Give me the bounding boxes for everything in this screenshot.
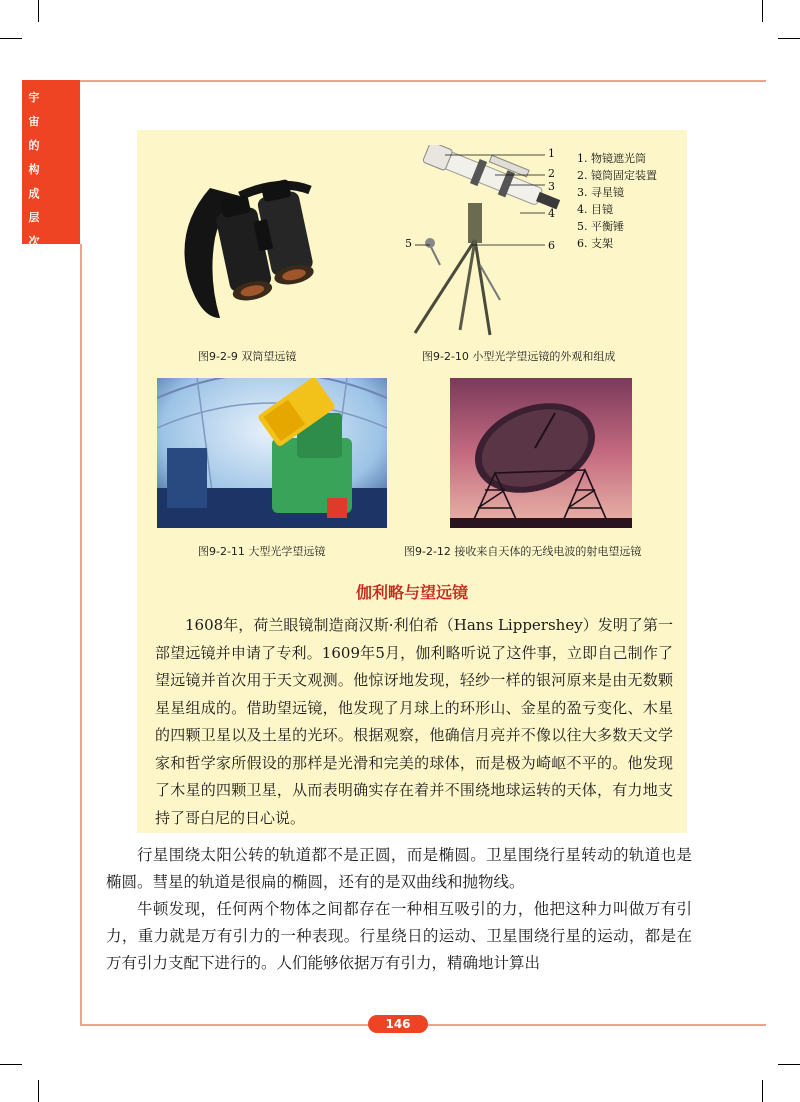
chapter-char: 宙 xyxy=(28,115,40,128)
small-telescope-caption: 图9-2-10 小型光学望远镜的外观和组成 xyxy=(422,350,616,363)
body-paragraph: 牛顿发现，任何两个物体之间都存在一种相互吸引的力，他把这种力叫做万有引力，重力就是万有引力的一种表现。行星绕日的运动、卫星围绕行星的运动，都是在万有引力支配下进行的。人们能够依据万有引力，精确地计算出 xyxy=(106,900,692,972)
radio-telescope-photo xyxy=(450,378,632,528)
callout-number: 2 xyxy=(548,167,555,180)
top-rule xyxy=(80,80,766,82)
part-item: 4. 目镜 xyxy=(577,203,613,216)
part-item: 1. 物镜遮光筒 xyxy=(577,152,646,165)
callout-number: 6 xyxy=(548,239,555,252)
crop-mark xyxy=(762,0,763,22)
large-telescope-photo xyxy=(157,378,387,528)
binoculars-figure xyxy=(170,168,350,328)
chapter-char: 层 xyxy=(28,211,40,224)
callout-number: 5 xyxy=(405,237,412,250)
binoculars-caption: 图9-2-9 双筒望远镜 xyxy=(198,350,297,363)
large-telescope-caption: 图9-2-11 大型光学望远镜 xyxy=(198,545,326,558)
crop-mark xyxy=(778,1064,800,1065)
box-text xyxy=(155,612,673,832)
part-item: 3. 寻星镜 xyxy=(577,186,624,199)
callout-number: 4 xyxy=(548,207,555,220)
page-number: 146 xyxy=(368,1015,428,1033)
crop-mark xyxy=(38,0,39,22)
crop-mark xyxy=(0,38,22,39)
radio-telescope-caption: 图9-2-12 接收来自天体的无线电波的射电望远镜 xyxy=(404,545,642,558)
chapter-char: 宇 xyxy=(28,91,40,104)
chapter-side-tab xyxy=(22,80,80,248)
body-text xyxy=(106,842,692,977)
box-paragraph: 1608年，荷兰眼镜制造商汉斯·利伯希（Hans Lippershey）发明了第一部望远镜并申请了专利。1609年5月，伽利略听说了这件事，立即自己制作了望远镜并首次用于天文观测。他惊讶地发现，轻纱一样的银河原来是由无数颗星星组成的。借助望远镜，他发现了月球上的环形山、金星的盈亏变化、木星的四颗卫星以及土星的光环。根据观察，他确信月亮并不像以往大多数天文学家和哲学家所假设的那样是光滑和完美的球体，而是极为崎岖不平的。他发现了木星的四颗卫星，从而表明确实存在着并不围绕地球运转的天体，有力地支持了哥白尼的日心说。 xyxy=(155,616,673,827)
crop-mark xyxy=(778,38,800,39)
part-item: 6. 支架 xyxy=(577,237,613,250)
chapter-char: 次 xyxy=(28,235,40,248)
callout-number: 3 xyxy=(548,180,555,193)
crop-mark xyxy=(762,1080,763,1102)
crop-mark xyxy=(0,1064,22,1065)
chapter-title-vertical xyxy=(22,86,46,254)
part-item: 2. 镜筒固定装置 xyxy=(577,169,657,182)
chapter-char: 构 xyxy=(28,163,40,176)
crop-mark xyxy=(38,1080,39,1102)
left-rule xyxy=(80,244,82,1024)
chapter-char: 成 xyxy=(28,187,40,200)
chapter-char: 的 xyxy=(28,139,40,152)
part-item: 5. 平衡锤 xyxy=(577,220,624,233)
box-title: 伽利略与望远镜 xyxy=(355,583,468,602)
body-paragraph: 行星围绕太阳公转的轨道都不是正圆，而是椭圆。卫星围绕行星转动的轨道也是椭圆。彗星的轨道是很扁的椭圆，还有的是双曲线和抛物线。 xyxy=(106,846,692,891)
telescope-parts-list xyxy=(577,150,657,252)
callout-number: 1 xyxy=(548,147,555,160)
callout-lines xyxy=(400,145,560,255)
